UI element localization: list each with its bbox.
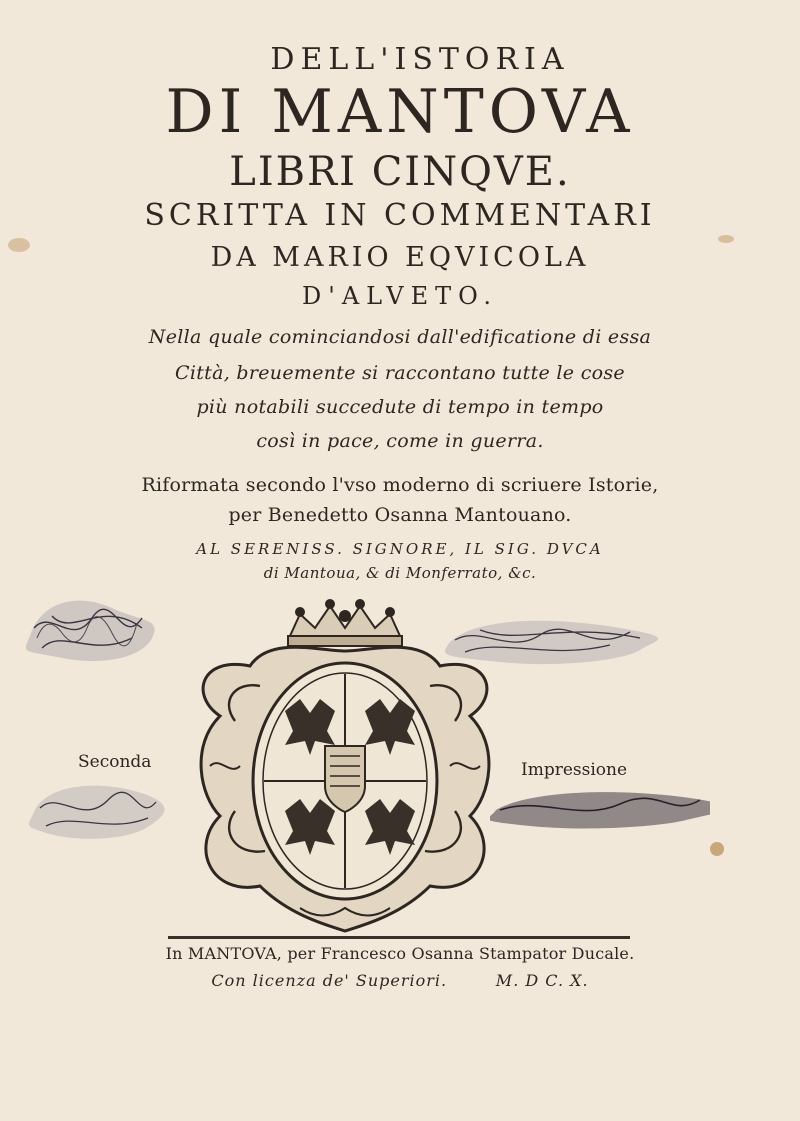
edition-label-left: Seconda [78, 752, 152, 772]
reform-line: Riformata secondo l'vso moderno di scriuere Istorie, [141, 474, 659, 496]
imprint-line: In MANTOVA, per Francesco Osanna Stampator Ducale. [165, 944, 635, 963]
summary-line: così in pace, come in guerra. [256, 430, 544, 452]
title-line-6: D'ALVETO. [301, 282, 499, 310]
title-line-4: SCRITTA IN COMMENTARI [144, 198, 656, 233]
dedication-line: di Mantoua, & di Monferrato, &c. [263, 564, 537, 582]
paper-stain [710, 842, 724, 856]
license-line: Con licenza de' Superiori. M. D C. X. [211, 971, 589, 990]
summary-line: Città, breuemente si raccontano tutte le cose [175, 362, 625, 384]
imprint-rule [168, 936, 630, 939]
summary-line: più notabili succedute di tempo in tempo [196, 396, 604, 418]
reform-line: per Benedetto Osanna Mantouano. [228, 504, 572, 526]
summary-line: Nella quale cominciandosi dall'edificatione di essa [148, 326, 652, 348]
title-line-1: DELL'ISTORIA [270, 42, 570, 77]
ink-blot-icon [490, 784, 710, 834]
crown-icon [288, 600, 402, 646]
paper-stain [718, 235, 734, 243]
dedication-line: AL SERENISS. SIGNORE, IL SIG. DVCA [196, 540, 604, 558]
edition-label-right: Impressione [521, 760, 628, 780]
coat-of-arms-icon [180, 596, 510, 936]
ink-blot-icon [22, 588, 172, 668]
ink-blot-icon [28, 776, 168, 846]
title-line-5: DA MARIO EQVICOLA [210, 242, 590, 273]
title-line-3: LIBRI CINQVE. [229, 149, 571, 195]
title-line-2: DI MANTOVA [165, 77, 635, 147]
